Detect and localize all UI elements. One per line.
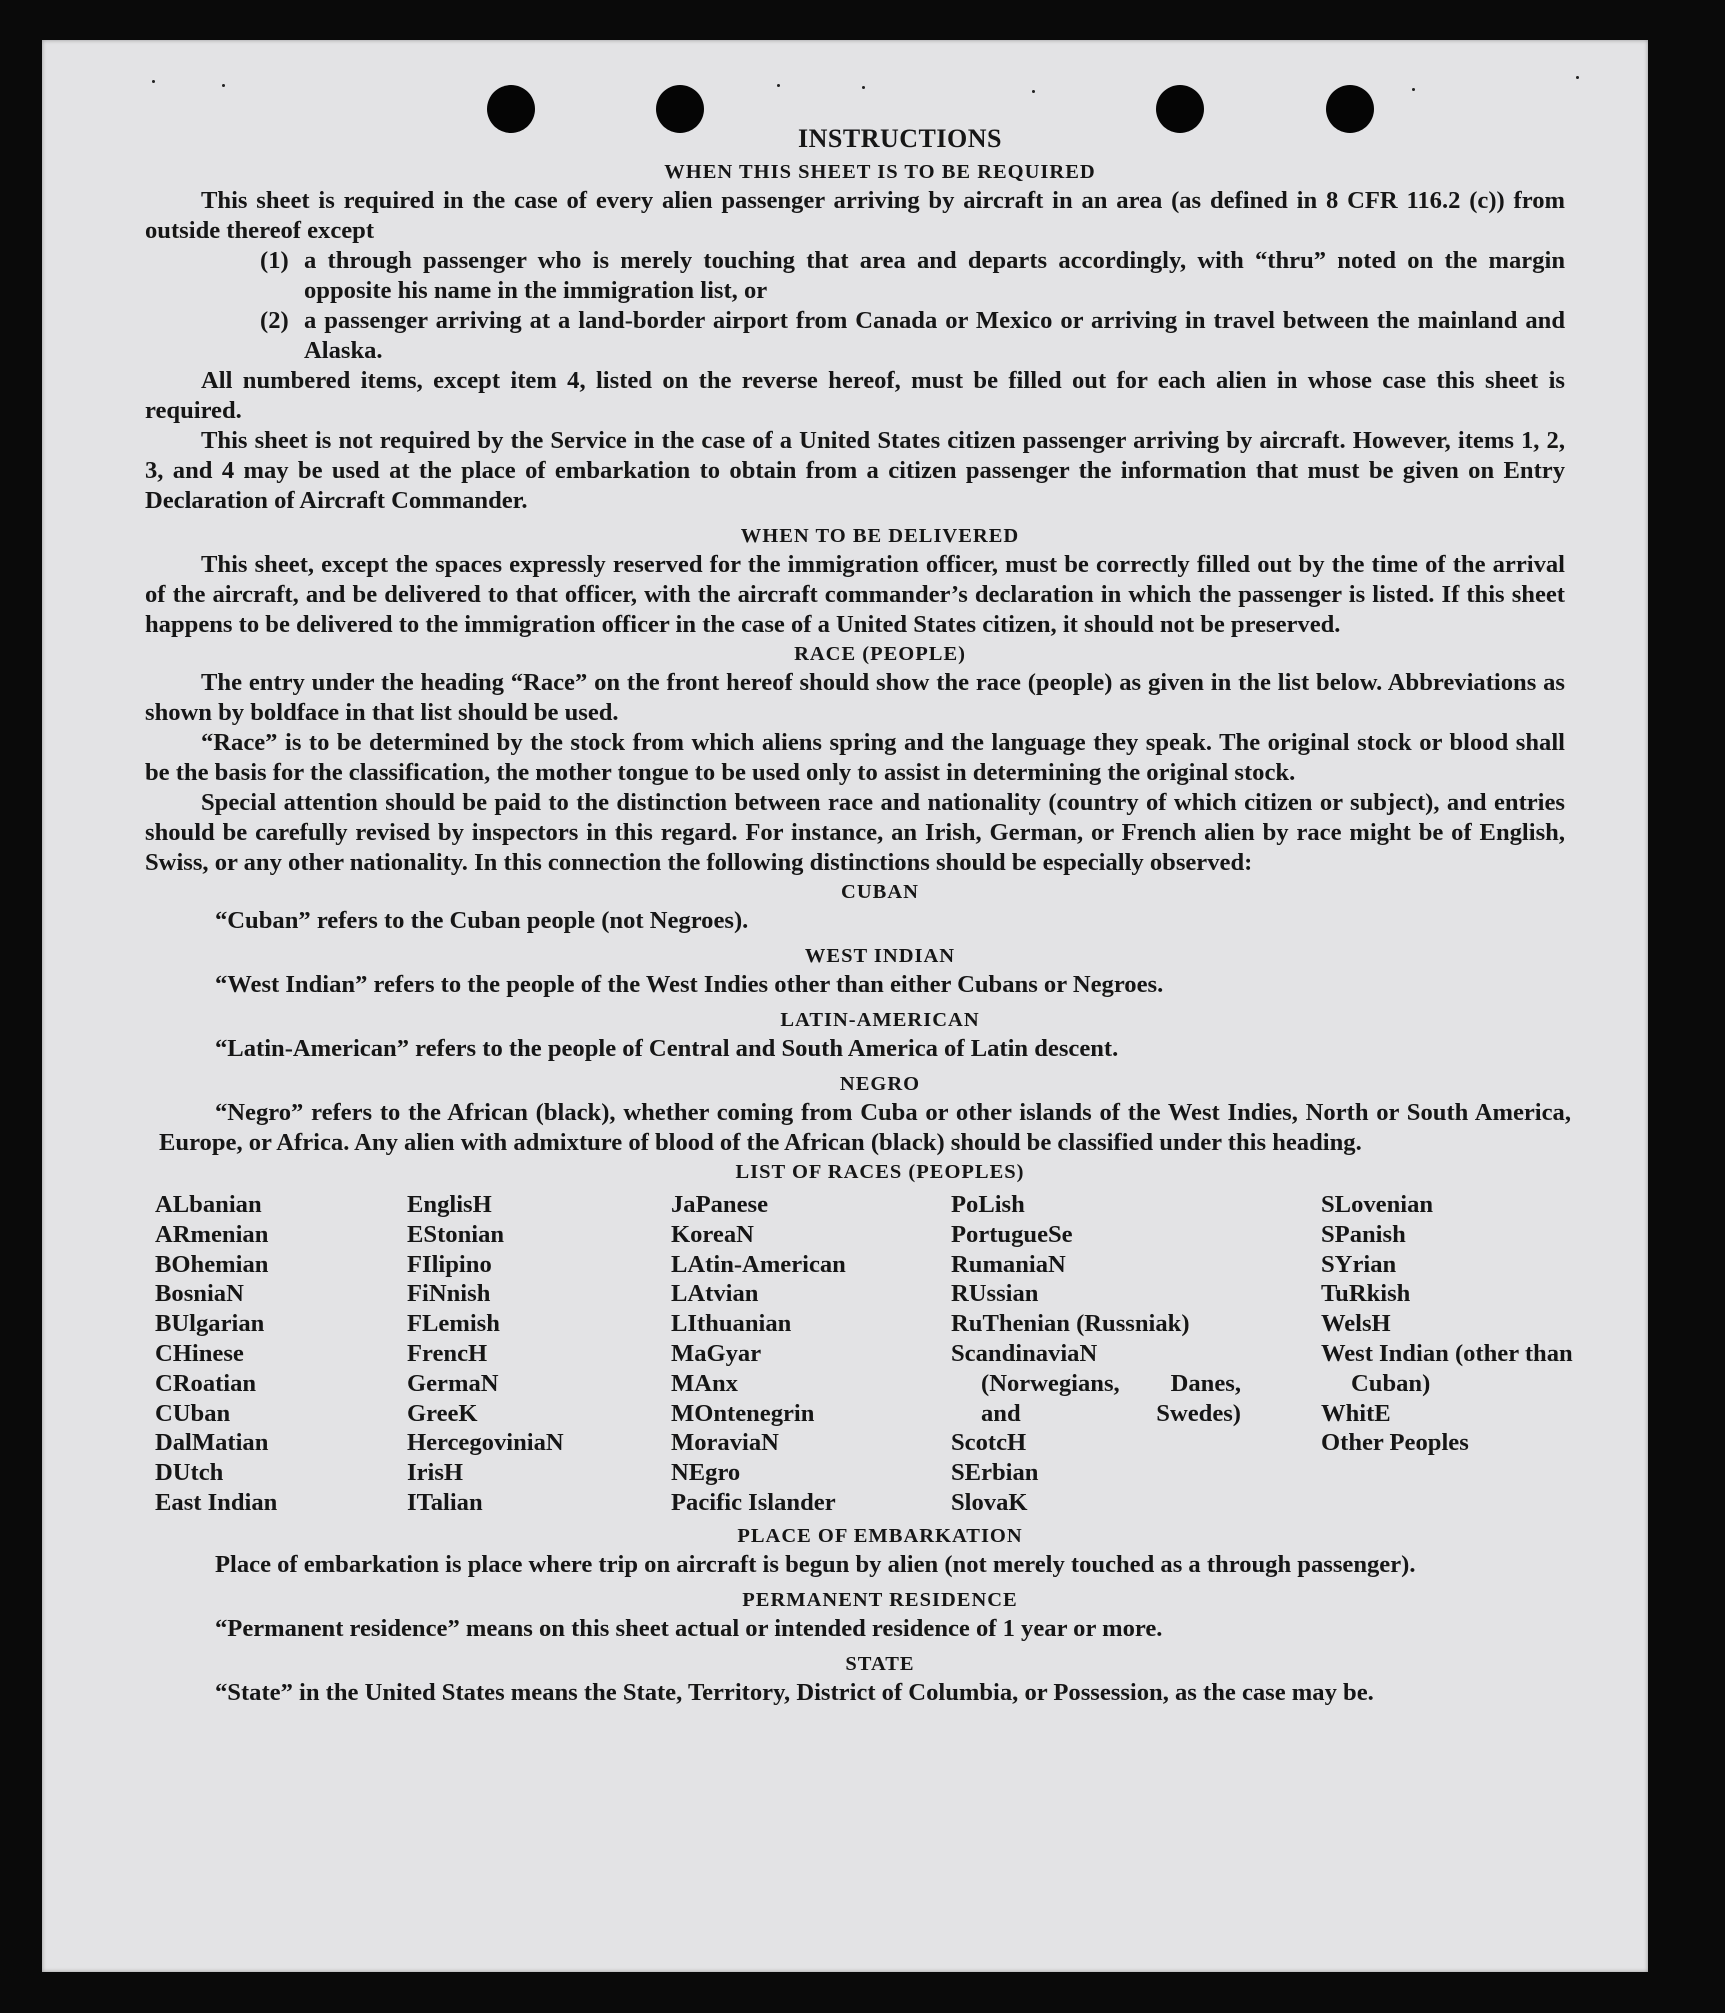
race-entry: BUlgarian [155, 1310, 265, 1338]
section-heading: CUBAN [841, 881, 919, 903]
race-entry: LAtin-American [671, 1250, 846, 1278]
instructions-text [145, 120, 1573, 1708]
section-heading: NEGRO [839, 1073, 921, 1095]
section-heading: RACE (PEOPLE) [794, 643, 966, 665]
races-column [671, 1190, 951, 1518]
race-entry: WelsH [1321, 1310, 1391, 1338]
race-entry: ScandinaviaN (Norwegians, Danes, and Swedes) [951, 1339, 1241, 1427]
paragraph: Place of embarkation is place where trip on aircraft is begun by alien (not merely touched as a through passenger). [215, 1550, 1416, 1578]
race-entry: SYrian [1321, 1250, 1397, 1278]
exception-item: (1) a through passenger who is merely touching that area and departs accordingly, with “thru” noted on the margin opposite his name in the immigration list, or [260, 247, 1565, 304]
race-entry: MoraviaN [671, 1429, 779, 1457]
paragraph: “Negro” refers to the African (black), whether coming from Cuba or other islands of the West Indies, North or South America, Europe, or Africa. Any alien with admixture of blood of the African (black) should be classified under this heading. [159, 1099, 1571, 1156]
races-column [951, 1190, 1241, 1518]
paragraph: “Cuban” refers to the Cuban people (not Negroes). [215, 907, 749, 934]
race-entry: EnglisH [407, 1191, 492, 1218]
race-entry: RumaniaN [951, 1250, 1066, 1278]
race-entry: MaGyar [671, 1339, 762, 1367]
section-heading: PLACE OF EMBARKATION [737, 1524, 1023, 1547]
section-heading: PERMANENT RESIDENCE [742, 1588, 1018, 1611]
race-entry: RuThenian (Russniak) [951, 1310, 1190, 1338]
race-entry: LIthuanian [671, 1310, 792, 1338]
race-entry: ARmenian [155, 1220, 269, 1248]
race-entry: LAtvian [671, 1280, 759, 1308]
paragraph: The entry under the heading “Race” on the front hereof should show the race (people) as given in the list below. Abbreviations as shown by boldface in that list should be used. [145, 669, 1565, 726]
paragraph: “State” in the United States means the State, Territory, District of Columbia, or Possession, as the case may be. [215, 1678, 1374, 1706]
paragraph: This sheet, except the spaces expressly reserved for the immigration officer, must be correctly filled out by the time of the arrival of the aircraft, and be delivered to that officer, with the aircraft commander’s declaration in which the passenger is listed. If this sheet happens to be delivered to the immigration officer in the case of a United States citizen, it should not be preserved. [145, 551, 1565, 638]
race-entry: JaPanese [671, 1191, 768, 1218]
exception-item: (2) a passenger arriving at a land-border airport from Canada or Mexico or arriving in travel between the mainland and Alaska. [260, 307, 1565, 364]
race-entry: CHinese [155, 1339, 244, 1367]
section-heading: LATIN-AMERICAN [780, 1009, 980, 1031]
race-entry: FLemish [407, 1310, 500, 1338]
paragraph: “Permanent residence” means on this sheet actual or intended residence of 1 year or more. [215, 1614, 1163, 1642]
race-entry: SLovenian [1321, 1191, 1434, 1218]
race-entry: DUtch [155, 1459, 224, 1487]
race-entry: KoreaN [671, 1220, 754, 1248]
section-heading: LIST OF RACES (PEOPLES) [735, 1161, 1025, 1183]
race-entry: Pacific Islander [671, 1488, 836, 1516]
race-entry: SlovaK [951, 1488, 1028, 1516]
race-entry: DalMatian [155, 1429, 269, 1457]
race-entry: FiNnish [407, 1280, 491, 1308]
page-title: INSTRUCTIONS [798, 124, 1002, 153]
race-entry: East Indian [155, 1488, 278, 1516]
races-column [1321, 1190, 1575, 1518]
race-entry: HercegoviniaN [407, 1429, 564, 1457]
paragraph: This sheet is not required by the Service in the case of a United States citizen passenger arriving by aircraft. However, items 1, 2, 3, and 4 may be used at the place of embarkation to obtain from a citizen passenger the information that must be given on Entry Declaration of Aircraft Commander. [145, 427, 1565, 514]
paragraph: “Latin-American” refers to the people of Central and South America of Latin descent. [215, 1035, 1119, 1062]
section-heading: WHEN THIS SHEET IS TO BE REQUIRED [664, 161, 1096, 183]
race-entry: FrencH [407, 1339, 488, 1367]
race-entry: EStonian [407, 1220, 505, 1248]
race-entry: BOhemian [155, 1250, 269, 1278]
race-entry: NEgro [671, 1459, 741, 1487]
paragraph: “West Indian” refers to the people of the West Indies other than either Cubans or Negroes. [215, 971, 1164, 998]
race-entry: SPanish [1321, 1220, 1406, 1248]
race-entry: RUssian [951, 1280, 1039, 1308]
races-list [155, 1190, 1573, 1518]
race-entry: GreeK [407, 1399, 478, 1427]
paragraph: Special attention should be paid to the distinction between race and nationality (country of which citizen or subject), and entries should be carefully revised by inspectors in this regard. For instance, an Irish, German, or French alien by race might be of English, Swiss, or any other nationality. In this connection the following distinctions should be especially observed: [145, 789, 1565, 876]
races-column [155, 1190, 407, 1518]
race-entry: ALbanian [155, 1191, 262, 1218]
race-entry: TuRkish [1321, 1280, 1411, 1308]
section-heading: WHEN TO BE DELIVERED [740, 525, 1020, 547]
race-entry: ITalian [407, 1488, 483, 1516]
race-entry: SErbian [951, 1459, 1039, 1487]
race-entry: GermaN [407, 1369, 499, 1397]
race-entry: CUban [155, 1399, 231, 1427]
race-entry: BosniaN [155, 1280, 244, 1308]
race-entry: Other Peoples [1321, 1429, 1469, 1457]
race-entry: MOntenegrin [671, 1399, 815, 1427]
race-entry: IrisH [407, 1459, 464, 1487]
race-entry: MAnx [671, 1369, 738, 1397]
race-entry: West Indian (other than Cuban) [1321, 1339, 1573, 1397]
section-heading: STATE [845, 1652, 915, 1675]
paragraph: This sheet is required in the case of every alien passenger arriving by aircraft in an area (as defined in 8 CFR 116.2 (c)) from outside thereof except [145, 187, 1565, 244]
paragraph: “Race” is to be determined by the stock from which aliens spring and the language they speak. The original stock or blood shall be the basis for the classification, the mother tongue to be used only to assist in determining the original stock. [145, 729, 1565, 786]
section-heading: WEST INDIAN [804, 945, 956, 967]
race-entry: WhitE [1321, 1399, 1391, 1427]
document-sheet [42, 40, 1648, 1972]
race-entry: ScotcH [951, 1429, 1027, 1457]
race-entry: PortugueSe [951, 1220, 1073, 1248]
paragraph: All numbered items, except item 4, listed on the reverse hereof, must be filled out for each alien in whose case this sheet is required. [145, 367, 1565, 424]
races-column [407, 1190, 671, 1518]
race-entry: FIlipino [407, 1250, 492, 1278]
race-entry: PoLish [951, 1191, 1025, 1218]
race-entry: CRoatian [155, 1369, 257, 1397]
